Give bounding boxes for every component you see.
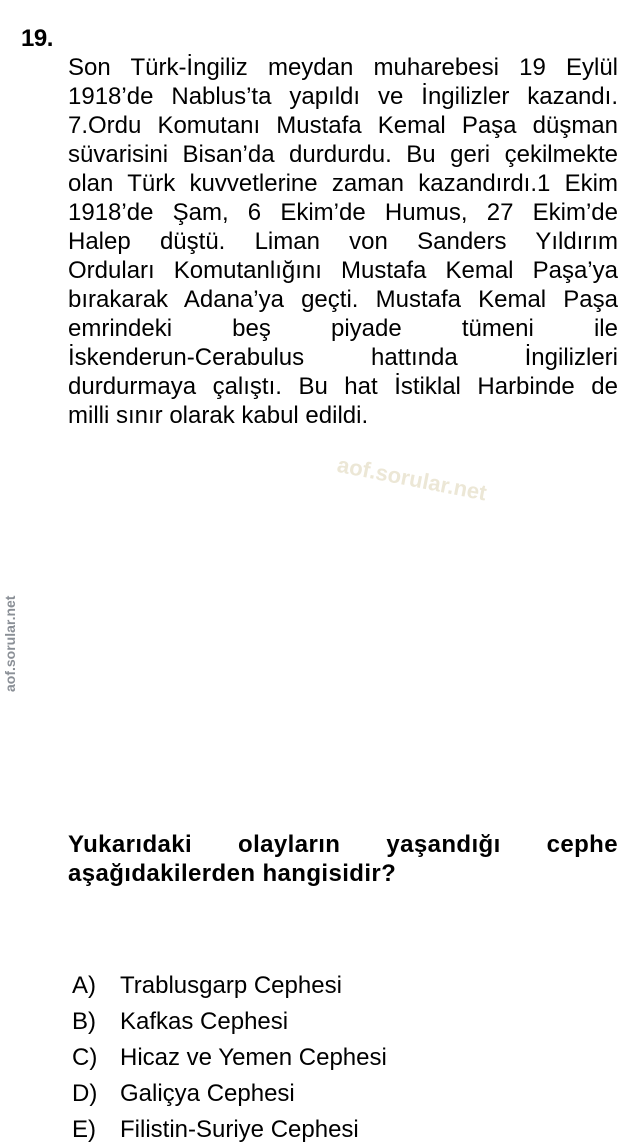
option-e[interactable] (72, 1112, 640, 1148)
stem-line: durdurmaya çalıştı. Bu hat İstiklal Harbinde de (68, 373, 618, 400)
option-letter: B) (72, 1008, 96, 1035)
prompt-line: aşağıdakilerden hangisidir? (68, 860, 397, 887)
question-number: 19. (21, 25, 53, 52)
stem-line: Orduları Komutanlığını Mustafa Kemal Paşa’ya (68, 257, 618, 284)
prompt-line: Yukarıdaki olayların yaşandığı cephe (68, 831, 618, 858)
question-prompt (68, 830, 618, 888)
stem-line: Halep düştü. Liman von Sanders Yıldırım (68, 228, 618, 255)
side-watermark: aof.sorular.net (2, 595, 18, 692)
option-text: Trablusgarp Cephesi (120, 972, 342, 999)
stem-line: 1918’de Nablus’ta yapıldı ve İngilizler kazandı. (68, 83, 618, 110)
question-stem (68, 53, 618, 430)
stem-line: bırakarak Adana’ya geçti. Mustafa Kemal Paşa (68, 286, 618, 313)
stem-line: olan Türk kuvvetlerine zaman kazandırdı.1 Ekim (68, 170, 618, 197)
stem-line: süvarisini Bisan’da durdurdu. Bu geri çekilmekte (68, 141, 618, 168)
option-letter: C) (72, 1044, 98, 1071)
answer-options (72, 968, 640, 1148)
diagonal-watermark: aof.sorular.net (335, 452, 489, 506)
option-a[interactable] (72, 968, 640, 1004)
option-text: Galiçya Cephesi (120, 1080, 295, 1107)
option-letter: A) (72, 972, 96, 999)
option-letter: D) (72, 1080, 98, 1107)
stem-line: milli sınır olarak kabul edildi. (68, 402, 369, 429)
option-text: Hicaz ve Yemen Cephesi (120, 1044, 387, 1071)
stem-line: 1918’de Şam, 6 Ekim’de Humus, 27 Ekim’de (68, 199, 618, 226)
option-text: Kafkas Cephesi (120, 1008, 289, 1035)
stem-line: İskenderun-Cerabulus hattında İngilizleri (68, 344, 618, 371)
option-letter: E) (72, 1116, 96, 1143)
stem-line: emrindeki beş piyade tümeni ile (68, 315, 618, 342)
option-d[interactable] (72, 1076, 640, 1112)
option-text: Filistin-Suriye Cephesi (120, 1116, 359, 1143)
option-c[interactable] (72, 1040, 640, 1076)
stem-line: 7.Ordu Komutanı Mustafa Kemal Paşa düşman (68, 112, 618, 139)
option-b[interactable] (72, 1004, 640, 1040)
stem-line: Son Türk-İngiliz meydan muharebesi 19 Eylül (68, 54, 618, 81)
